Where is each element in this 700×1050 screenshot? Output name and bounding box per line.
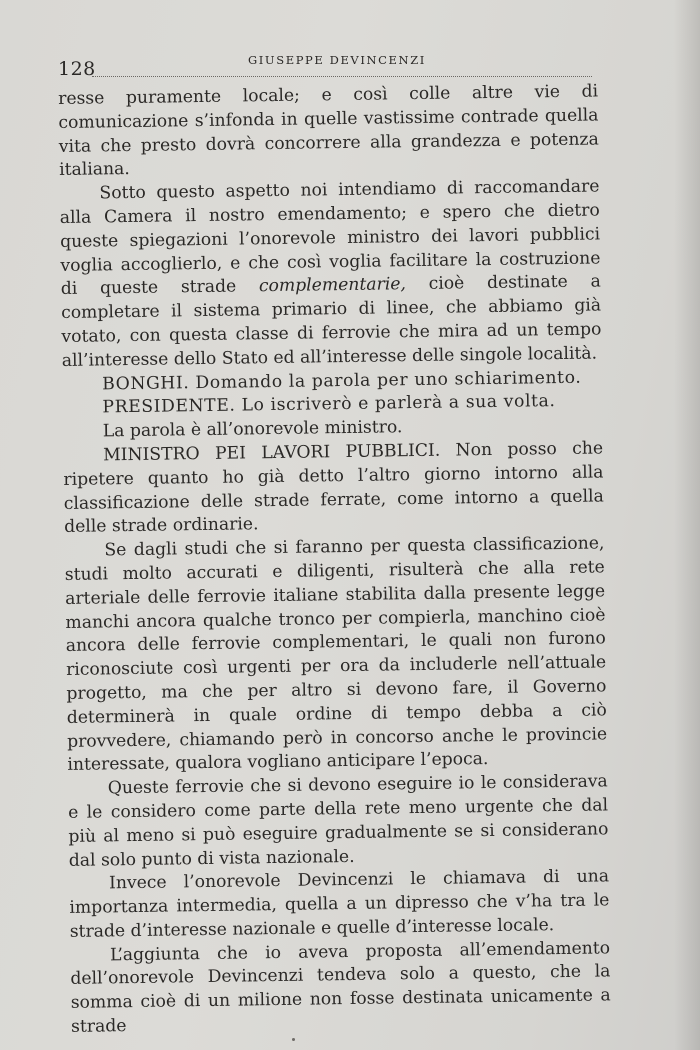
header-rule (92, 76, 592, 77)
paragraph-queste-ferrovie: Queste ferrovie che si devono eseguire io le considerava e le considero come parte della rete meno urgente che dal più al meno si può eseguire gradualmente se si considerano dal solo punto di vista nazionale. (67, 771, 609, 871)
paragraph-2 (59, 176, 602, 374)
paragraph-presidente: PRESIDENTE. Lo iscriverò e parlerà a sua volta. (102, 391, 556, 418)
paragraph-parola: La parola è all’onorevole ministro. (102, 417, 403, 442)
paragraph-ministro: MINISTRO PEI LAVORI PUBBLICI. Non posso che ripetere quanto ho già detto l’altro giorno intorno alla classificazione delle strade ferrate, come intorno a quella delle strade ordinarie. (63, 438, 604, 538)
paragraph-classificazione: Se dagli studi che si faranno per questa classificazione, studi molto accurati e diligenti, risulterà che alla rete arteriale delle ferrovie italiane stabilita dalla presente legge manchi ancora qualche tronco per compierla, manchino cioè ancora delle ferrovie complementari, le quali non furono riconosciute così urgenti per ora da includerle nell’attuale progetto, ma che per altro si devono fare, il Governo determinerà in quale ordine di tempo debba a ciò provvedere, chiamando però in concorso anche le provincie interessate, qualora vogliano anticipare l’epoca. (64, 533, 608, 776)
paragraph-bonghi: BONGHI. Domando la parola per uno schiarimento. (101, 367, 582, 394)
page-header (58, 48, 594, 82)
paragraph-1: resse puramente locale; e così colle altre vie di comunicazione s’infonda in quelle vastissime contrade quella vita che presto dovrà concorrere alla grandezza e potenza italiana. (58, 81, 599, 181)
paragraph-aggiunta: L’aggiunta che io aveva proposta all’emendamento dell’onorevole Devincenzi tendeva solo a questo, che la somma cioè di un milione non fosse destinata unicamente a strade (70, 938, 611, 1037)
paragraph-2-text-before: Sotto questo aspetto noi intendiamo di raccomandare alla Camera il nostro emendamento; e spero che dietro queste spiegazioni l’onorevole ministro dei lavori pubblici voglia accoglierlo, e che così voglia facilitare la costruzione di queste strade (59, 176, 601, 300)
page-number: 128 (58, 58, 96, 80)
paragraph-2-italic-term: complementarie, (258, 274, 407, 297)
body-text (58, 80, 611, 1039)
page-edge-shadow (674, 0, 700, 1050)
paragraph-2-text-after: cioè destinate a completare il sistema primario di linee, che abbiamo già votato, con questa classe di ferrovie che mira ad un tempo all’interesse dello Stato ed all’interesse delle singole località. (61, 271, 602, 371)
running-title: GIUSEPPE DEVINCENZI (248, 53, 426, 67)
paper-speck (292, 1038, 295, 1041)
paragraph-invece: Invece l’onorevole Devincenzi le chiamava di una importanza intermedia, quella a un dipresso che v’ha tra le strade d’interesse nazionale e quelle d’interesse locale. (69, 866, 610, 942)
